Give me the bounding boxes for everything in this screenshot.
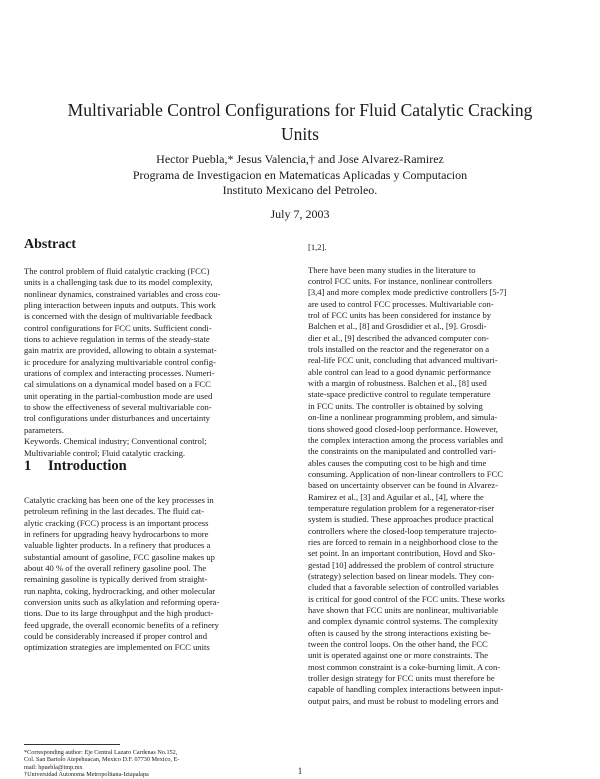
body-line: controllers where the closed-loop temperature trajecto- [308,525,497,536]
body-line: with a margin of robustness. Balchen et al., [8] used [308,378,487,389]
footnote-2: †Universidad Autonoma Metropolitana-Iztapalapa [24,771,149,779]
introduction-line: substantial amount of gasoline, FCC gasoline makes up [24,551,215,562]
body-line: able control can lead to a good dynamic performance [308,366,491,377]
title-line-2: Units [281,124,319,144]
body-line: Ramirez et al., [3] and Aguilar et al., [4], where the [308,491,484,502]
body-line: dier et al., [9] described the advanced computer con- [308,332,489,343]
introduction-line: tions. Due to its large throughput and the high product- [24,608,214,619]
abstract-line: trol configurations under disturbances and uncertainty [24,413,210,424]
body-line: are used to control FCC processes. Multivariable con- [308,298,494,309]
abstract-line: Multivariable control; Fluid catalytic cracking. [24,447,186,458]
introduction-line: conversion units such as alkylation and reforming opera- [24,597,220,608]
body-line: There have been many studies in the literature to [308,264,476,275]
body-line: capable of handling complex interactions between input- [308,684,504,695]
abstract-line: parameters. [24,424,64,435]
body-line: trols installed on the reactor and the regenerator on a [308,344,490,355]
section-title: Introduction [48,458,127,474]
introduction-line: optimization strategies are implemented on FCC units [24,642,210,653]
introduction-line: remaining gasoline is typically derived from straight- [24,574,208,585]
body-line [308,253,576,264]
paper-title [40,98,560,146]
right-column-body [308,242,576,707]
introduction-line: in refiners for upgrading heavy hydrocarbons to more [24,529,209,540]
body-line: have shown that FCC units are nonlinear, multivariable [308,605,499,615]
body-line: and complex dynamic control systems. The complexity [308,616,499,627]
body-line: set point. In an important contribution, Hovd and Sko- [308,548,496,559]
abstract-line: to show the effectiveness of several multivariable con- [24,402,212,413]
footnote-rule [24,744,120,745]
footnote-1-line-2: Col. San Bartolo Atepehuacan, Mexico D.F. 07730 Mexico, E- [24,756,180,764]
body-line: in FCC units. The controller is obtained by solving [308,400,483,411]
body-line: ries are forced to remain in a neighborhood close to the [308,536,498,547]
body-line: temperature regulation problem for a regenerator-riser [308,502,495,513]
abstract-line: nonlinear dynamics, constrained variables and cross cou- [24,288,221,299]
section-number: 1 [24,458,32,474]
body-line: ables causes the computing cost to be high and time [308,457,487,468]
body-line: gestad [10] addressed the problem of control structure [308,559,494,570]
introduction-line: feed upgrade, the overall economic benefits of a refinery [24,619,219,630]
body-line: tions showed good closed-loop performance. However, [308,423,498,434]
abstract-body [24,266,290,459]
body-line: output pairs, and must be robust to modeling errors and [308,695,499,706]
introduction-line: could be considerably increased if proper control and [24,631,208,642]
author-block [40,152,560,199]
title-line-1: Multivariable Control Configurations for Fluid Catalytic Cracking [67,100,533,120]
body-line: often is caused by the strong interactions existing be- [308,627,491,638]
body-line: system is studied. These approaches produce practical [308,514,494,525]
body-line: consuming. Application of non-linear controllers to FCC [308,468,504,479]
abstract-line: Keywords. Chemical industry; Conventional control; [24,436,207,447]
body-line: [1,2]. [308,242,327,252]
introduction-line: petroleum refining in the last decades. The fluid cat- [24,506,205,517]
affiliation-2: Instituto Mexicano del Petroleo. [222,183,378,197]
body-line: control FCC units. For instance, nonlinear controllers [308,276,492,287]
page-number: 1 [297,766,303,776]
body-line: Balchen et al., [8] and Grosdidier et al., [9]. Grosdi- [308,321,487,332]
body-line: based on uncertainty observer can be found in Alvarez- [308,480,498,491]
abstract-heading: Abstract [24,237,77,252]
body-line: the complex interaction among the process variables and [308,434,503,445]
abstract-line: unit operating in the partial-combustion mode are used [24,390,213,401]
abstract-line: The control problem of fluid catalytic cracking (FCC) [24,266,210,276]
introduction-line: run naphta, coking, hydrocracking, and other molecular [24,585,216,596]
footnote-1-line-3: mail: hpuebla@imp.mx [24,763,83,771]
body-line: cluded that a favorable selection of controlled variables [308,582,499,593]
abstract-line: units is a challenging task due to its model complexity, [24,277,213,288]
introduction-heading [24,458,127,475]
body-line: unit is operated against one or more constraints. The [308,650,489,661]
introduction-line: valuable lighter products. In a refinery that produces a [24,540,211,551]
abstract-line: control configurations for FCC units. Sufficient condi- [24,322,212,333]
body-line: on-line a nonlinear programming problem, and simula- [308,412,498,423]
introduction-line: about 40 % of the overall refinery gasoline pool. The [24,563,207,574]
body-line: [3,4] and more complex mode predictive controllers [5-7] [308,287,507,298]
authors: Hector Puebla,* Jesus Valencia,† and Jose Alvarez-Ramirez [156,152,444,166]
body-line: real-life FCC unit, concluding that advanced multivari- [308,355,498,366]
abstract-line: is concerned with the design of multivariable feedback [24,311,213,322]
abstract-line: pling interaction between inputs and outputs. This work [24,300,216,311]
body-line: tween the control loops. On the other hand, the FCC [308,639,488,650]
date: July 7, 2003 [270,207,330,221]
abstract-line: gain matrix are provided, allowing to obtain a systemat- [24,345,217,356]
abstract-line: ic procedure for analyzing multivariable control config- [24,356,216,367]
abstract-line: cal simulations on a dynamical model based on a FCC [24,379,211,390]
body-line: state-space predictive control to regulate temperature [308,389,491,400]
body-line: most common constraint is a coke-burning limit. A con- [308,661,501,672]
body-line: (strategy) selection based on linear models. They con- [308,570,494,581]
introduction-line: Catalytic cracking has been one of the key processes in [24,495,214,505]
abstract-line: tions to achieve regulation in terms of the steady-state [24,334,210,345]
body-line: trol of FCC units has been considered for instance by [308,310,492,321]
body-line: troller design strategy for FCC units must therefore be [308,673,495,684]
introduction-line: alytic cracking (FCC) process is an important process [24,517,209,528]
introduction-body [24,495,290,654]
affiliation-1: Programa de Investigacion en Matematicas Aplicadas y Computacion [132,167,468,182]
body-line: is critical for good control of the FCC units. These works [308,593,505,604]
body-line: the constraints on the manipulated and controlled vari- [308,446,496,457]
footnote-1-line-1: *Corresponding author: Eje Central Lazaro Cardenas No.152, [24,749,178,756]
abstract-line: urations of complex and interacting processes. Numeri- [24,368,215,379]
